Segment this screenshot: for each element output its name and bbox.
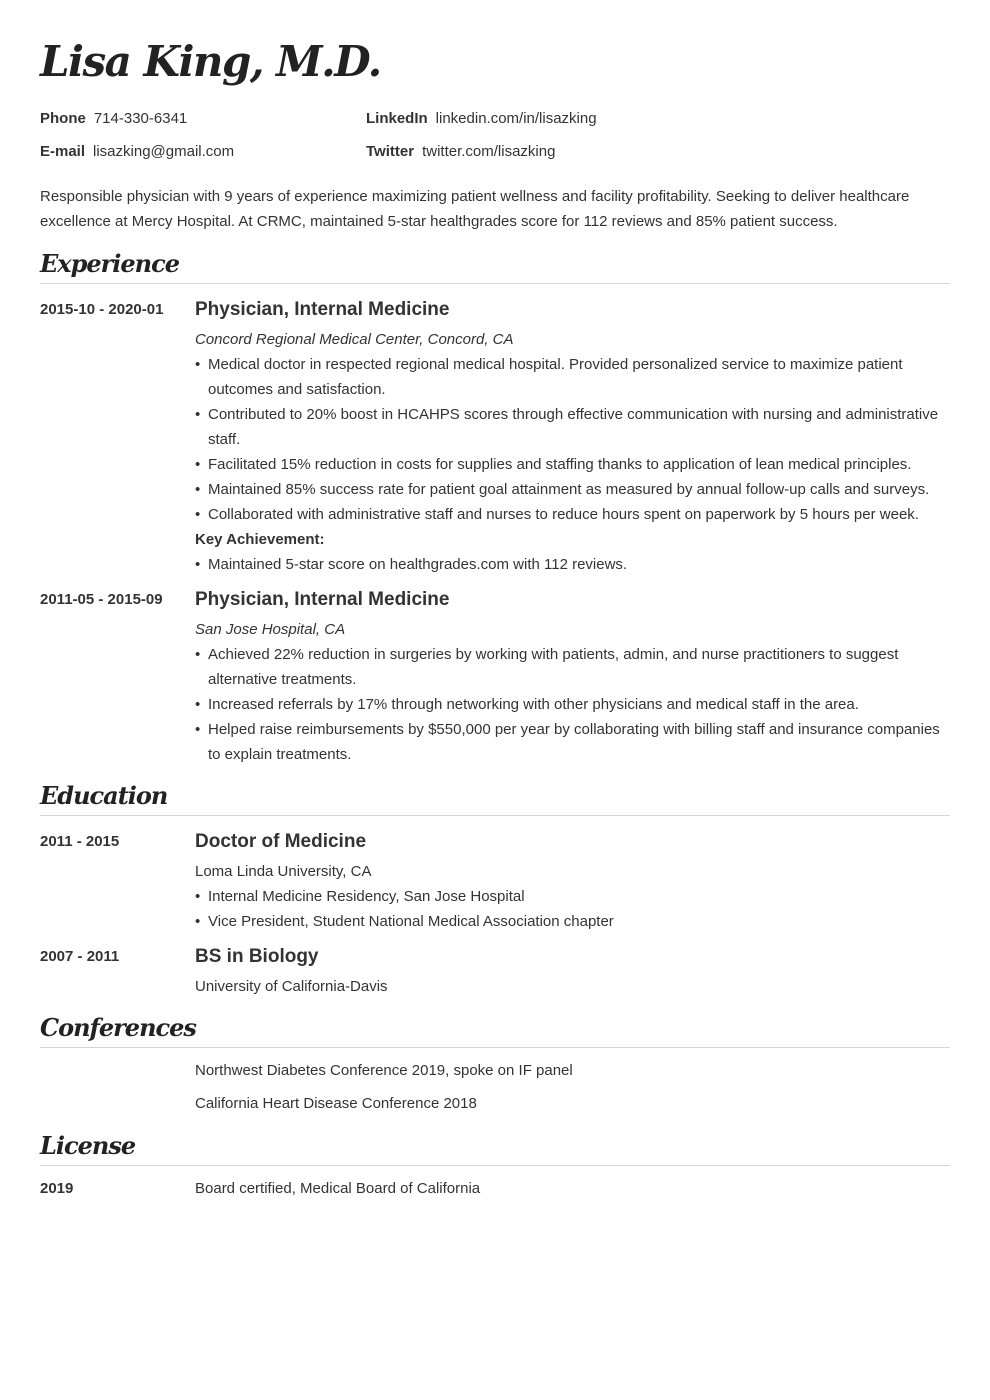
contact-phone — [40, 109, 187, 129]
job-bullets — [195, 352, 945, 527]
list-item: • Maintained 85% success rate for patient goal attainment as measured by annual follow-up calls and surveys. — [195, 477, 945, 502]
section-divider — [40, 283, 950, 284]
list-item: • Increased referrals by 17% through networking with other physicians and medical staff in the area. — [195, 692, 945, 717]
job-title: Physician, Internal Medicine — [195, 589, 450, 610]
section-title-license: License — [40, 1131, 136, 1160]
conference-item: Northwest Diabetes Conference 2019, spoke on IF panel — [195, 1062, 573, 1079]
education-entry — [195, 828, 945, 934]
list-item: • Medical doctor in respected regional medical hospital. Provided personalized service to maximize patient outcomes and satisfaction. — [195, 352, 945, 402]
job-entry — [195, 296, 945, 577]
education-dates: 2011 - 2015 — [40, 833, 120, 850]
education-dates: 2007 - 2011 — [40, 948, 120, 965]
contact-linkedin — [366, 109, 597, 129]
list-item: • Vice President, Student National Medical Association chapter — [195, 909, 945, 934]
list-item: • Internal Medicine Residency, San Jose Hospital — [195, 884, 945, 909]
key-achievement-bullets — [195, 552, 945, 577]
contact-value: lisazking@gmail.com — [93, 143, 235, 160]
degree-title: Doctor of Medicine — [195, 831, 367, 852]
section-divider — [40, 1165, 950, 1166]
key-achievement-label: Key Achievement: — [195, 531, 325, 548]
contact-value: 714-330-6341 — [93, 110, 188, 127]
contact-label: Twitter — [366, 143, 415, 160]
contact-value: twitter.com/lisazking — [422, 143, 556, 160]
section-title-conferences: Conferences — [40, 1013, 196, 1042]
job-dates: 2011-05 - 2015-09 — [40, 591, 163, 608]
contact-twitter — [366, 142, 555, 162]
education-entry — [195, 943, 945, 999]
conference-item: California Heart Disease Conference 2018 — [195, 1095, 477, 1112]
list-item: • Achieved 22% reduction in surgeries by working with patients, admin, and nurse practitioners to suggest alternative treatments. — [195, 642, 945, 692]
school-name: University of California-Davis — [195, 978, 388, 995]
contact-label: Phone — [40, 110, 86, 127]
list-item: • Helped raise reimbursements by $550,000 per year by collaborating with billing staff and insurance companies to explain treatments. — [195, 717, 945, 767]
job-dates: 2015-10 - 2020-01 — [40, 301, 164, 318]
candidate-name: Lisa King, M.D. — [40, 37, 381, 86]
list-item: • Collaborated with administrative staff and nurses to reduce hours spent on paperwork by 5 hours per week. — [195, 502, 945, 527]
contact-label: LinkedIn — [366, 110, 428, 127]
contact-label: E-mail — [40, 143, 86, 160]
section-divider — [40, 1047, 950, 1048]
contact-value: linkedin.com/in/lisazking — [435, 110, 597, 127]
school-name: Loma Linda University, CA — [195, 863, 372, 880]
list-item: • Contributed to 20% boost in HCAHPS scores through effective communication with nursing and administrative staff. — [195, 402, 945, 452]
job-title: Physician, Internal Medicine — [195, 299, 450, 320]
license-text: Board certified, Medical Board of California — [195, 1180, 481, 1197]
section-title-experience: Experience — [40, 249, 180, 278]
section-title-education: Education — [40, 781, 168, 810]
license-year: 2019 — [40, 1180, 74, 1197]
job-entry — [195, 586, 945, 767]
list-item: • Maintained 5-star score on healthgrades.com with 112 reviews. — [195, 552, 945, 577]
contact-email — [40, 142, 234, 162]
list-item: • Facilitated 15% reduction in costs for supplies and staffing thanks to application of lean medical principles. — [195, 452, 945, 477]
job-bullets — [195, 642, 945, 767]
education-bullets — [195, 884, 945, 934]
section-divider — [40, 815, 950, 816]
job-employer: Concord Regional Medical Center, Concord, CA — [195, 331, 514, 348]
summary-text: Responsible physician with 9 years of experience maximizing patient wellness and facility profitability. Seeking to deliver healthcare excellence at Mercy Hospital. At CRMC, maintained 5-star healthgrades score for 112 reviews and 85% patient success. — [40, 188, 910, 230]
degree-title: BS in Biology — [195, 946, 319, 967]
job-employer: San Jose Hospital, CA — [195, 621, 346, 638]
